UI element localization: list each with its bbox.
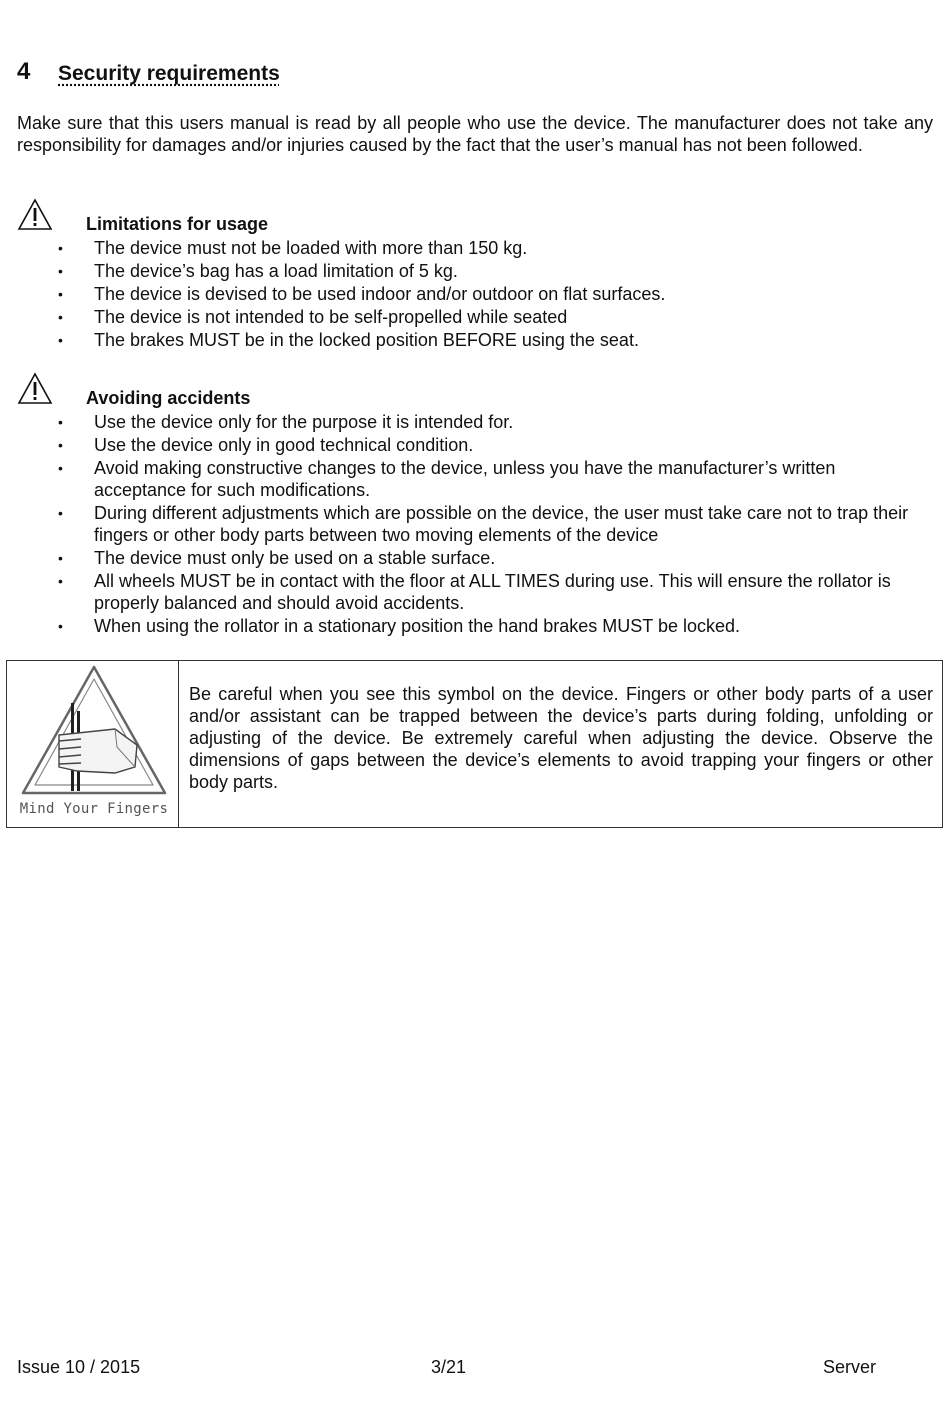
mind-your-fingers-symbol	[19, 663, 169, 823]
caution-box	[6, 660, 943, 828]
intro-paragraph: Make sure that this users manual is read by all people who use the device. The manufacturer does not take any responsibility for damages and/or injuries caused by the fact that the user’s manual has not been followed.	[17, 113, 933, 155]
accidents-heading: Avoiding accidents	[86, 388, 251, 408]
list-item: • During different adjustments which are possible on the device, the user must take care not to trap their fingers or other body parts between two moving elements of the device	[58, 502, 928, 546]
symbol-label: Mind Your Fingers	[19, 801, 169, 817]
footer-issue: Issue 10 / 2015	[17, 1357, 141, 1377]
footer-page-number: 3/21	[431, 1357, 467, 1377]
list-item: • The device is devised to be used indoor and/or outdoor on flat surfaces.	[58, 283, 928, 305]
section-number: 4	[17, 58, 31, 85]
list-item: • The device must only be used on a stable surface.	[58, 547, 928, 569]
warning-triangle-icon	[17, 372, 53, 406]
caution-divider	[178, 661, 179, 827]
section-title: Security requirements	[58, 62, 280, 85]
list-item: • Avoid making constructive changes to the device, unless you have the manufacturer’s written acceptance for such modifications.	[58, 457, 928, 501]
limitations-list	[58, 237, 928, 352]
list-item: • The device is not intended to be self-propelled while seated	[58, 306, 928, 328]
list-item: • Use the device only in good technical condition.	[58, 434, 928, 456]
list-item: • Use the device only for the purpose it is intended for.	[58, 411, 928, 433]
list-item: • The device must not be loaded with more than 150 kg.	[58, 237, 928, 259]
caution-text: Be careful when you see this symbol on the device. Fingers or other body parts of a user and/or assistant can be trapped between the device’s parts during folding, unfolding or adjusting of the device. Be extremely careful when adjusting the device. Observe the dimensions of gaps between the device’s elements to avoid trapping your fingers or other body parts.	[189, 684, 933, 792]
list-item: • The device’s bag has a load limitation of 5 kg.	[58, 260, 928, 282]
warning-triangle-icon	[17, 198, 53, 232]
limitations-heading: Limitations for usage	[86, 214, 269, 234]
footer-model: Server	[823, 1357, 877, 1377]
list-item: • When using the rollator in a stationary position the hand brakes MUST be locked.	[58, 615, 928, 637]
list-item: • The brakes MUST be in the locked position BEFORE using the seat.	[58, 329, 928, 351]
finger-pinch-icon	[19, 663, 169, 823]
list-item: • All wheels MUST be in contact with the floor at ALL TIMES during use. This will ensure the rollator is properly balanced and should avoid accidents.	[58, 570, 928, 614]
accidents-list	[58, 411, 928, 638]
